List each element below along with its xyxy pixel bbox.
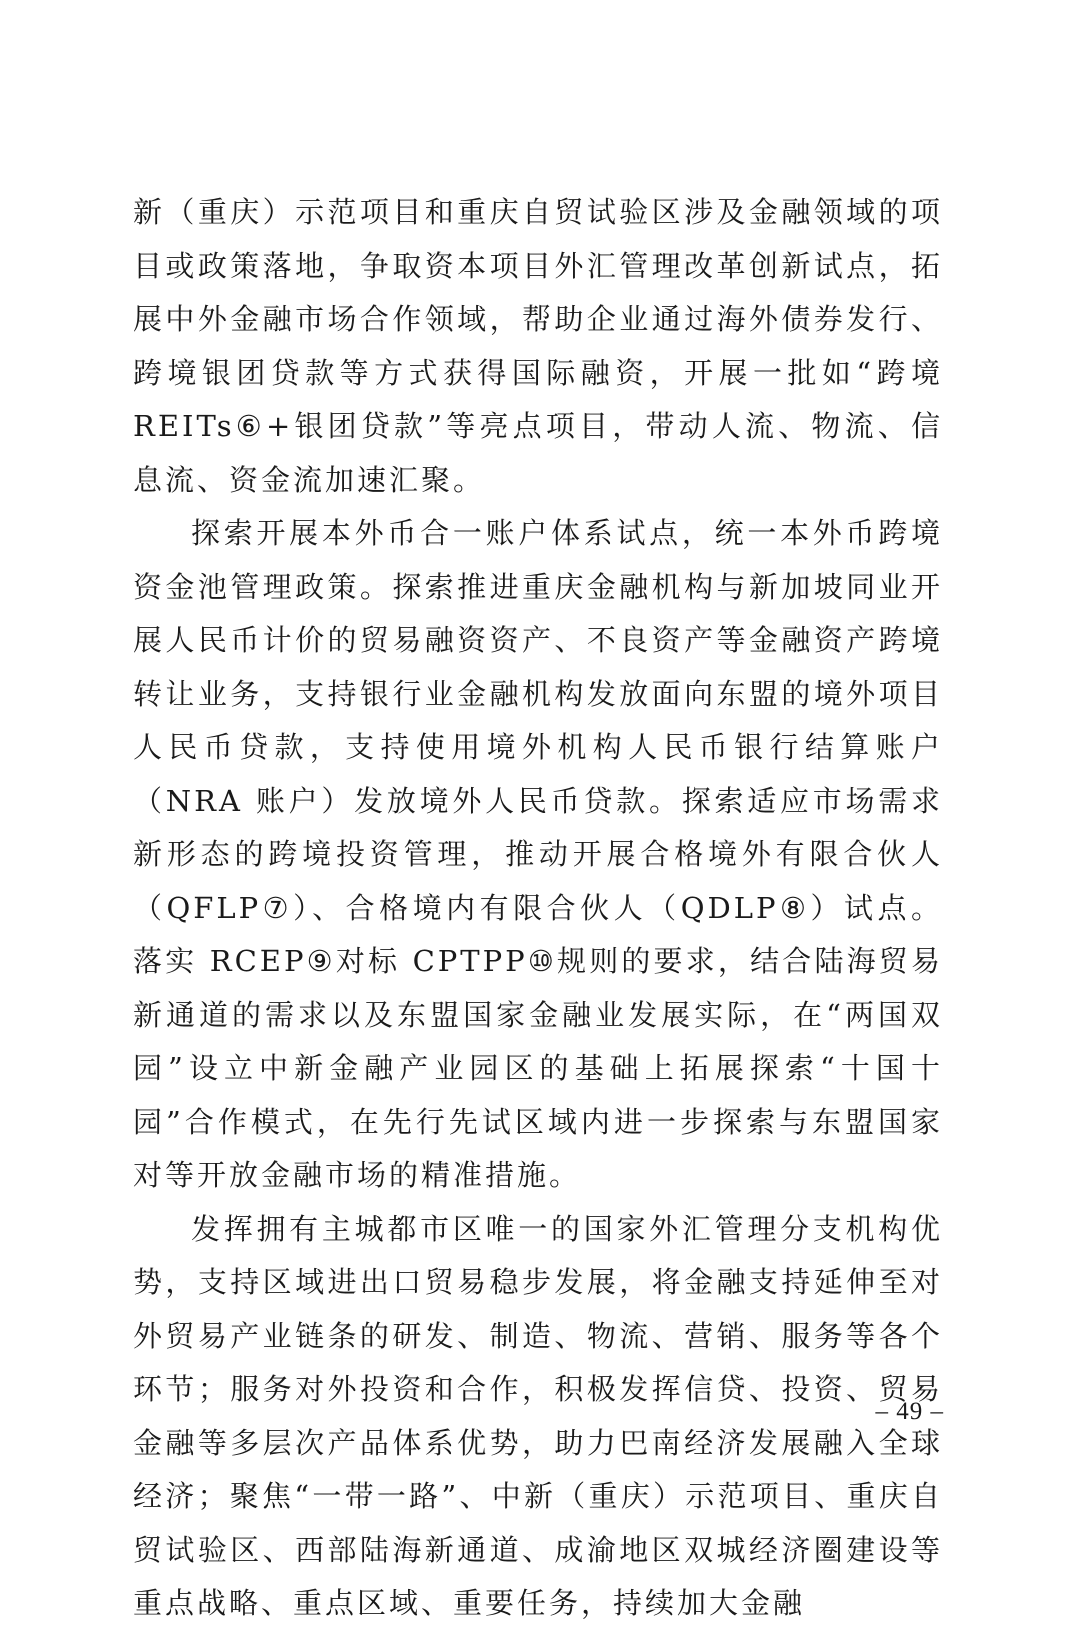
body-text — [133, 186, 943, 1631]
paragraph-1: 新（重庆）示范项目和重庆自贸试验区涉及金融领域的项目或政策落地，争取资本项目外汇管理改革创新试点，拓展中外金融市场合作领域，帮助企业通过海外债券发行、跨境银团贷款等方式获得国际融资，开展一批如“跨境 REITs⑥+银团贷款”等亮点项目，带动人流、物流、信息流、资金流加速汇聚。 — [133, 195, 943, 497]
paragraph-2: 探索开展本外币合一账户体系试点，统一本外币跨境资金池管理政策。探索推进重庆金融机构与新加坡同业开展人民币计价的贸易融资资产、不良资产等金融资产跨境转让业务，支持银行业金融机构发放面向东盟的境外项目人民币贷款，支持使用境外机构人民币银行结算账户（NRA 账户）发放境外人民币贷款。探索适应市场需求新形态的跨境投资管理，推动开展合格境外有限合伙人（QFLP⑦）、合格境内有限合伙人（QDLP⑧）试点。落实 RCEP⑨对标 CPTPP⑩规则的要求，结合陆海贸易新通道的需求以及东盟国家金融业发展实际，在“两国双园”设立中新金融产业园区的基础上拓展探索“十国十园”合作模式，在先行先试区域内进一步探索与东盟国家对等开放金融市场的精准措施。 — [133, 516, 943, 1192]
page-number: – 49 – — [875, 1398, 944, 1425]
paragraph-3: 发挥拥有主城都市区唯一的国家外汇管理分支机构优势，支持区域进出口贸易稳步发展，将金融支持延伸至对外贸易产业链条的研发、制造、物流、营销、服务等各个环节；服务对外投资和合作，积极发挥信贷、投资、贸易金融等多层次产品体系优势，助力巴南经济发展融入全球经济；聚焦“一带一路”、中新（重庆）示范项目、重庆自贸试验区、西部陆海新通道、成渝地区双城经济圈建设等重点战略、重点区域、重要任务，持续加大金融 — [133, 1211, 943, 1620]
